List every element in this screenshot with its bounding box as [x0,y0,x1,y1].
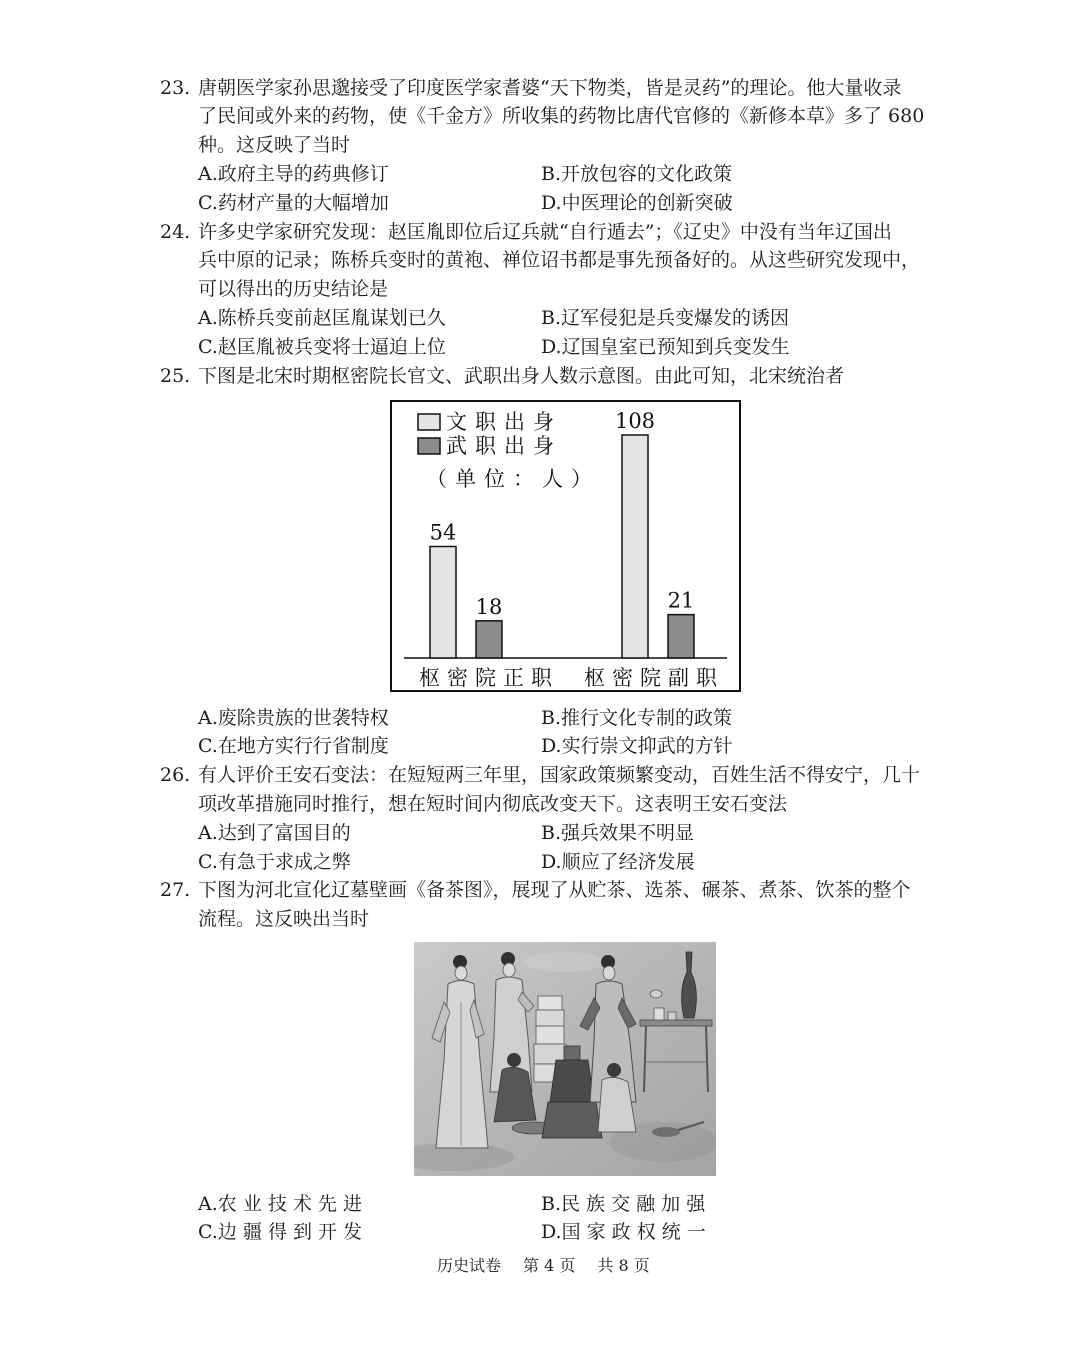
option-d: D.国 家 政 权 统 一 [541,1221,706,1244]
option-c: C.边 疆 得 到 开 发 [198,1221,363,1244]
exam-page-content [160,74,950,1248]
bar-military-2 [668,615,694,658]
option-a: A.农 业 技 术 先 进 [198,1192,362,1215]
question-text: 许多史学家研究发现：赵匡胤即位后辽兵就“自行遁去”；《辽史》中没有当年辽国出 [198,220,892,243]
question-stem-line [160,74,950,103]
bar-chart [390,400,741,692]
question-stem-line: 流程。这反映出当时 [198,908,370,931]
chart-unit-note: （单位：人） [426,466,600,491]
answer-options [160,1190,950,1248]
question-23 [160,74,950,218]
chart-svg [390,400,741,692]
question-text: 下图为河北宣化辽墓壁画《备茶图》，展现了从贮茶、选茶、碾茶、煮茶、饮茶的整个 [198,879,911,902]
option-d: D.顺应了经济发展 [541,850,695,873]
question-number: 23. [160,76,191,99]
bar-military-1 [476,621,502,658]
question-25 [160,362,950,762]
option-b: B.开放包容的文化政策 [541,162,733,185]
option-b: B.推行文化专制的政策 [541,706,733,729]
question-24 [160,218,950,362]
question-number: 24. [160,220,191,243]
answer-options [160,704,950,762]
bar-value-label: 54 [429,520,457,545]
question-text: 有人评价王安石变法：在短短两三年里，国家政策频繁变动，百姓生活不得安宁，几十 [198,764,921,787]
category-label: 枢密院正职 [419,665,559,690]
option-c: C.在地方实行行省制度 [198,735,389,758]
option-d: D.辽国皇室已预知到兵变发生 [541,335,790,358]
answer-options [160,819,950,877]
question-number: 26. [160,764,191,787]
footer-page-number: 第 4 页 [523,1256,576,1275]
question-text: 唐朝医学家孙思邈接受了印度医学家耆婆“天下物类，皆是灵药”的理论。他大量收录 [198,76,902,99]
bar-civil-2 [622,435,648,658]
legend-swatch-civil [418,414,440,430]
question-26 [160,761,950,876]
option-c: C.有急于求成之弊 [198,850,351,873]
legend-label-military: 武职出身 [446,433,562,458]
bar-value-label: 108 [614,408,656,433]
question-27 [160,876,950,1247]
footer-subject: 历史试卷 [437,1256,502,1275]
bar-value-label: 21 [667,588,695,613]
mural-painting [414,942,716,1176]
legend-swatch-military [418,438,440,454]
footer-total-pages: 共 8 页 [597,1256,650,1275]
question-number: 25. [160,364,191,387]
mural-image [414,942,716,1176]
bar-value-label: 18 [475,594,503,619]
question-stem-line [160,218,950,247]
question-stem-line: 种。这反映了当时 [198,134,351,157]
answer-options [160,304,950,362]
question-stem-line: 项改革措施同时推行，想在短时间内彻底改变天下。这表明王安石变法 [198,792,788,815]
category-label: 枢密院副职 [584,665,724,690]
legend-label-civil: 文职出身 [446,409,562,434]
question-number: 27. [160,879,191,902]
option-c: C.药材产量的大幅增加 [198,191,389,214]
bar-civil-1 [430,546,456,658]
page-footer [437,1256,672,1276]
option-b: B.民 族 交 融 加 强 [541,1192,706,1215]
option-a: A.陈桥兵变前赵匡胤谋划已久 [198,306,446,329]
question-stem-line: 兵中原的记录；陈桥兵变时的黄袍、禅位诏书都是事先预备好的。从这些研究发现中， [198,249,921,272]
question-stem-line: 可以得出的历史结论是 [198,278,389,301]
question-stem-line: 了民间或外来的药物，使《千金方》所收集的药物比唐代官修的《新修本草》多了 680 [198,105,925,128]
option-a: A.废除贵族的世袭特权 [198,706,389,729]
option-a: A.达到了富国目的 [198,821,351,844]
option-b: B.强兵效果不明显 [541,821,695,844]
option-b: B.辽军侵犯是兵变爆发的诱因 [541,306,790,329]
question-stem-line [160,362,950,391]
question-stem-line [160,876,950,905]
option-d: D.实行崇文抑武的方针 [541,735,733,758]
question-stem-line [160,761,950,790]
option-c: C.赵匡胤被兵变将士逼迫上位 [198,335,446,358]
question-text: 下图是北宋时期枢密院长官文、武职出身人数示意图。由此可知，北宋统治者 [198,364,845,387]
answer-options [160,160,950,218]
option-d: D.中医理论的创新突破 [541,191,733,214]
option-a: A.政府主导的药典修订 [198,162,389,185]
